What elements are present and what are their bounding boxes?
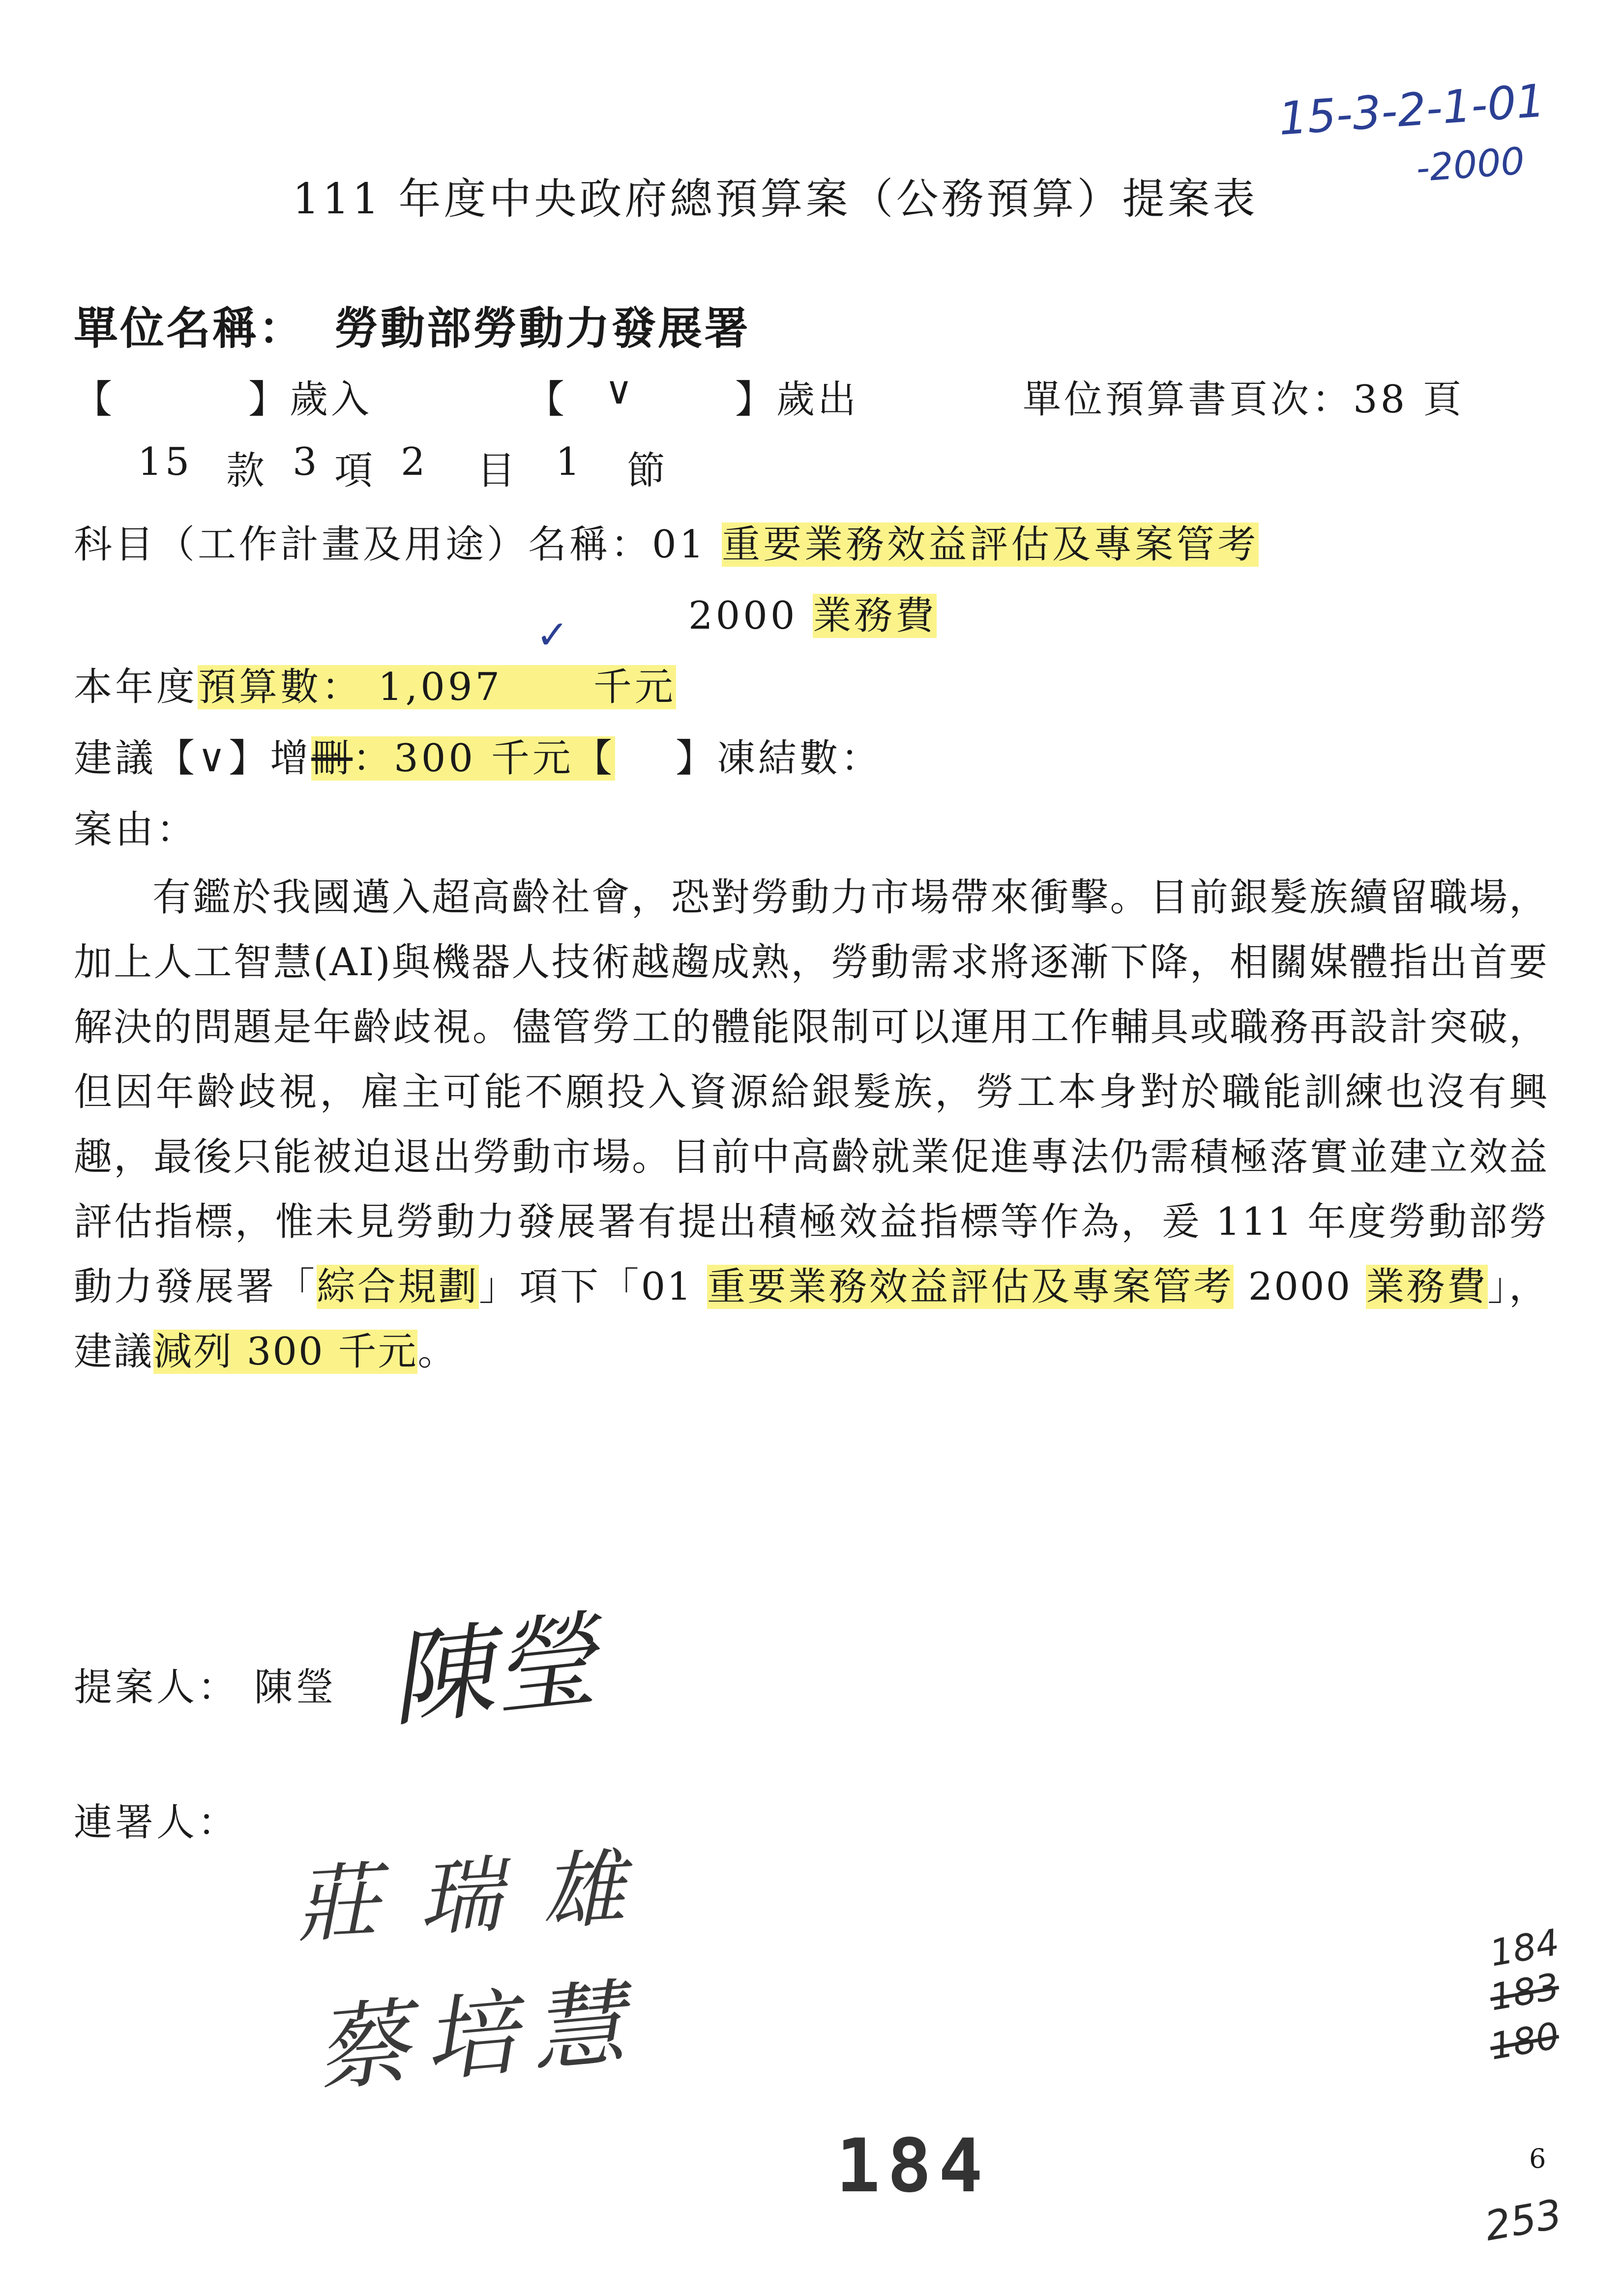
budget-amount: 1,097	[378, 665, 503, 709]
xiang-label: 項	[334, 449, 376, 493]
reason-text-1: 有鑑於我國邁入超高齡社會，恐對勞動力市場帶來衝擊。目前銀髮族續留職場，加上人工智慧(AI)與機器人技術越趨成熟，勞動需求將逐漸下降，相關媒體指出首要解決的問題是年齡歧視。儘管勞工的體能限制可以運用工作輔具或職務再設計突破，但因年齡歧視，雇主可能不願投入資源給銀髮族，勞工本身對於職能訓練也沒有興趣，最後只能被迫退出勞動市場。目前中高齡就業促進專法仍需積極落實並建立效益評估指標，惟未見勞動力發展署有提出積極效益指標等作為，爰 111 年度勞動部勞動力發展署「	[74, 875, 1549, 1309]
kuan-number: 15	[138, 440, 193, 484]
cosigner-signature-1: 莊瑞雄	[293, 1838, 667, 1955]
unit-line	[74, 292, 750, 356]
subject-line-2	[688, 585, 937, 640]
reason-highlight-reduction: 減列 300 千元	[153, 1330, 418, 1374]
budget-label-year: 本年度	[74, 665, 198, 709]
xiang-number: 3	[293, 440, 320, 484]
kuan-label: 款	[226, 449, 268, 493]
jie-label: 節	[627, 449, 669, 493]
subject-name-1: 重要業務效益評估及專案管考	[722, 523, 1259, 567]
code-note-line2: -2000	[1415, 139, 1526, 190]
freeze-label: 】凍結數：	[676, 736, 883, 781]
classification-row	[138, 440, 728, 493]
proposer-signature: 陳瑩	[384, 1599, 602, 1742]
margin-note-3-text: 180	[1486, 2014, 1563, 2068]
reason-body	[74, 865, 1549, 1384]
suggestion-highlight	[311, 736, 615, 781]
reason-highlight-subject: 重要業務效益評估及專案管考	[707, 1265, 1234, 1309]
margin-note-2-text: 183	[1486, 1965, 1563, 2019]
margin-note-4: 253	[1481, 2191, 1565, 2250]
mu-number: 2	[401, 440, 428, 484]
suggestion-line	[74, 727, 882, 783]
unit-label: 單位名稱：	[74, 302, 305, 354]
expense-bracket-open: 【	[526, 378, 568, 422]
margin-note-1: 184	[1486, 1921, 1563, 1975]
cosigner-signature-2: 蔡培慧	[311, 1968, 644, 2105]
mu-label: 目	[477, 449, 519, 493]
code-note-line1: 15-3-2-1-01	[1276, 74, 1547, 145]
suggestion-amount: ：300 千元	[353, 736, 574, 781]
reason-text-5: 。	[417, 1330, 458, 1374]
reason-text-2: 」項下「01	[479, 1265, 708, 1309]
proposer-line	[74, 1657, 337, 1712]
reason-label: 案由：	[74, 808, 198, 852]
handwritten-code-note	[1277, 74, 1547, 145]
proposer-name: 陳瑩	[254, 1665, 337, 1710]
revenue-bracket-open: 【	[74, 378, 116, 422]
subject-line	[74, 514, 1259, 569]
page-stamp-number: 184	[836, 2123, 990, 2209]
subject-code-1: 01	[652, 523, 707, 567]
suggestion-prefix: 建議【	[74, 736, 198, 781]
revenue-label: 】歲入	[248, 378, 373, 422]
budget-line	[74, 656, 676, 711]
suggestion-increase-label: 】增	[229, 736, 312, 781]
budget-book-page-ref: 單位預算書頁次：38 頁	[1023, 378, 1465, 422]
subject-name-2: 業務費	[813, 594, 937, 638]
handwritten-check-mark: ✓	[536, 612, 569, 658]
cosigner-label: 連署人：	[74, 1801, 239, 1845]
expense-label: 】歲出	[735, 378, 859, 422]
page-title: 111 年度中央政府總預算案（公務預算）提案表	[293, 174, 1258, 224]
reason-highlight-plan: 綜合規劃	[317, 1265, 479, 1309]
expense-check-mark: ∨	[605, 369, 636, 413]
margin-note-3	[1487, 2014, 1563, 2068]
reason-text-3: 2000	[1234, 1265, 1366, 1309]
budget-label: 預算數：	[198, 665, 363, 709]
handwritten-code-note-2	[1415, 139, 1526, 190]
budget-highlight	[198, 665, 676, 709]
jie-number: 1	[556, 440, 583, 484]
type-row	[74, 369, 1549, 422]
freeze-bracket-open: 【	[573, 736, 615, 781]
budget-unit: 千元	[593, 665, 676, 709]
reason-text-4: 」，建議	[74, 1265, 1549, 1374]
reason-highlight-expense: 業務費	[1366, 1265, 1488, 1309]
subject-label: 科目（工作計畫及用途）名稱：	[74, 523, 652, 567]
suggestion-check-mark: ∨	[198, 736, 229, 781]
suggestion-delete-label: 刪	[311, 736, 353, 781]
subject-code-2: 2000	[688, 594, 798, 638]
proposer-label: 提案人：	[74, 1665, 239, 1710]
unit-name: 勞動部勞動力發展署	[334, 302, 750, 354]
reason-paragraph	[74, 865, 1549, 1384]
page-number: 6	[1529, 2143, 1546, 2174]
